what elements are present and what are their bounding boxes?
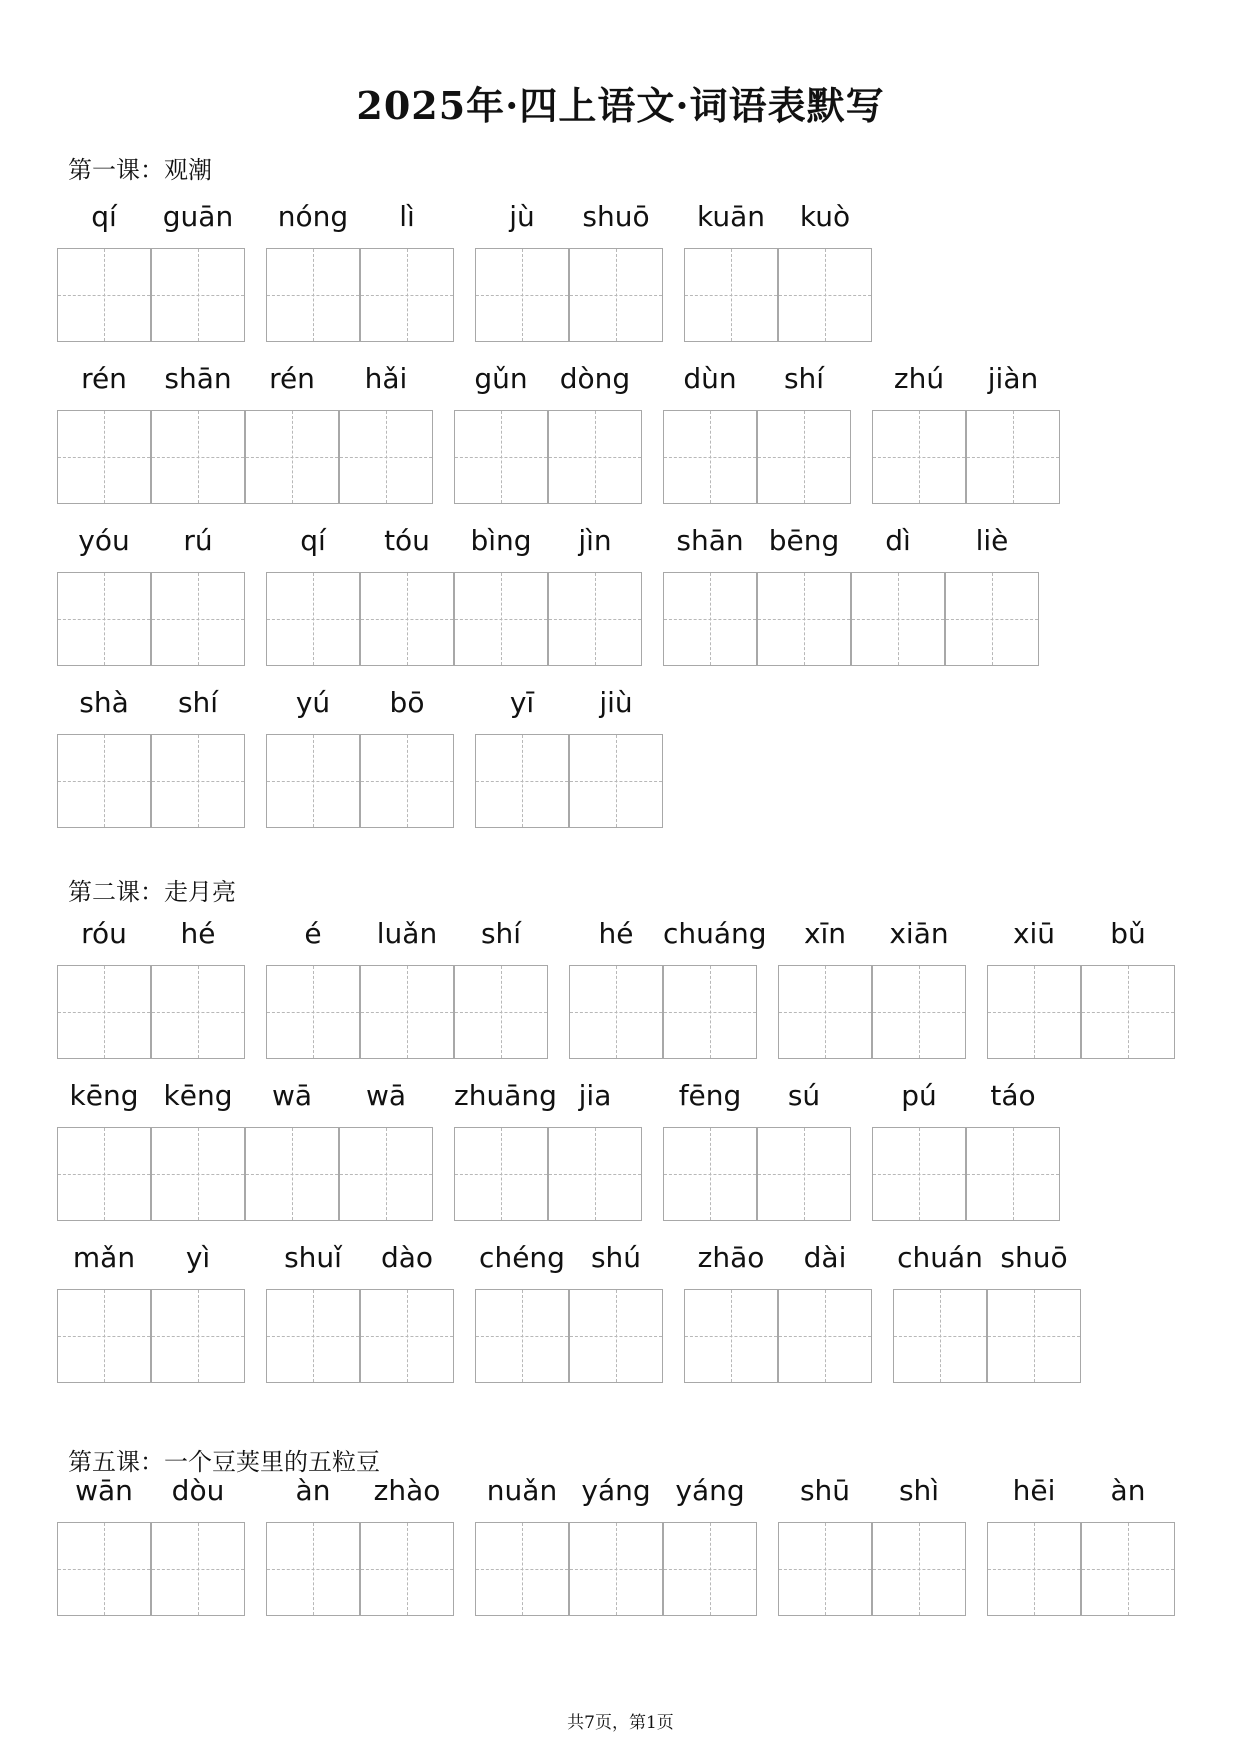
pinyin-label: shà xyxy=(79,686,129,719)
writing-cell[interactable] xyxy=(872,410,966,504)
word-group xyxy=(57,362,433,504)
writing-cell[interactable] xyxy=(360,1522,454,1616)
pinyin-label: yóu xyxy=(78,524,130,557)
pinyin-label: jiù xyxy=(599,686,633,719)
pinyin-label: wā xyxy=(365,1079,407,1112)
writing-cell[interactable] xyxy=(151,410,245,504)
writing-cell[interactable] xyxy=(851,572,945,666)
pinyin-label: é xyxy=(304,917,322,950)
pinyin-label: táo xyxy=(990,1079,1036,1112)
pinyin-label: xīn xyxy=(803,917,847,950)
word-group xyxy=(684,200,872,342)
pinyin-label: shí xyxy=(177,686,219,719)
word-group xyxy=(266,200,454,342)
writing-cell[interactable] xyxy=(266,1289,360,1383)
writing-cell[interactable] xyxy=(454,410,548,504)
pinyin-label: chuáng xyxy=(663,917,767,950)
pinyin-label: bēng xyxy=(768,524,840,557)
writing-cell[interactable] xyxy=(872,1127,966,1221)
pinyin-label: àn xyxy=(295,1474,331,1507)
pinyin-label: chuán xyxy=(897,1241,983,1274)
writing-cell[interactable] xyxy=(1081,965,1175,1059)
pinyin-label: guān xyxy=(162,200,234,233)
writing-cell[interactable] xyxy=(663,410,757,504)
writing-cell[interactable] xyxy=(757,572,851,666)
pinyin-label: rú xyxy=(183,524,213,557)
pinyin-label: shān xyxy=(676,524,744,557)
pinyin-label: lì xyxy=(399,200,415,233)
writing-cell[interactable] xyxy=(454,965,548,1059)
pinyin-label: tóu xyxy=(384,524,430,557)
writing-cell[interactable] xyxy=(454,1127,548,1221)
pinyin-label: bǔ xyxy=(1110,917,1146,950)
writing-cell[interactable] xyxy=(987,1522,1081,1616)
writing-cell[interactable] xyxy=(151,734,245,828)
writing-cell[interactable] xyxy=(151,965,245,1059)
writing-cell[interactable] xyxy=(57,965,151,1059)
pinyin-label: yī xyxy=(509,686,535,719)
writing-cell[interactable] xyxy=(266,734,360,828)
pinyin-label: shú xyxy=(590,1241,642,1274)
writing-cell[interactable] xyxy=(548,410,642,504)
writing-cell[interactable] xyxy=(663,1522,757,1616)
word-group xyxy=(454,362,642,504)
word-group xyxy=(778,1474,966,1616)
page-title: 2025年·四上语文·词语表默写 xyxy=(356,83,885,128)
lesson-title: 第二课：走月亮 xyxy=(68,878,236,906)
writing-cell[interactable] xyxy=(57,734,151,828)
word-group xyxy=(987,1474,1175,1616)
writing-cell[interactable] xyxy=(151,572,245,666)
pinyin-label: qí xyxy=(91,200,117,233)
pinyin-label: bìng xyxy=(470,524,532,557)
writing-cell[interactable] xyxy=(778,1289,872,1383)
pinyin-label: róu xyxy=(81,917,127,950)
pinyin-label: yì xyxy=(185,1241,211,1274)
word-group xyxy=(266,1241,454,1383)
writing-cell[interactable] xyxy=(360,248,454,342)
pinyin-label: jiàn xyxy=(987,362,1039,395)
pinyin-label: wān xyxy=(75,1474,133,1507)
word-group xyxy=(475,200,663,342)
lesson-title: 第五课：一个豆荚里的五粒豆 xyxy=(68,1448,380,1476)
writing-cell[interactable] xyxy=(151,1522,245,1616)
writing-cell[interactable] xyxy=(57,248,151,342)
pinyin-label: rén xyxy=(81,362,127,395)
word-group xyxy=(872,362,1060,504)
pinyin-label: jia xyxy=(578,1079,612,1112)
writing-cell[interactable] xyxy=(266,572,360,666)
writing-cell[interactable] xyxy=(360,734,454,828)
writing-cell[interactable] xyxy=(57,1289,151,1383)
writing-cell[interactable] xyxy=(569,965,663,1059)
writing-cell[interactable] xyxy=(778,1522,872,1616)
writing-cell[interactable] xyxy=(569,1289,663,1383)
pinyin-label: jù xyxy=(509,200,535,233)
page-footer: 共7页，第1页 xyxy=(567,1713,674,1733)
writing-cell[interactable] xyxy=(151,248,245,342)
word-group xyxy=(57,1079,433,1221)
word-group xyxy=(987,917,1175,1059)
writing-cell[interactable] xyxy=(360,572,454,666)
writing-cell[interactable] xyxy=(548,572,642,666)
writing-cell[interactable] xyxy=(1081,1522,1175,1616)
pinyin-label: hé xyxy=(180,917,216,950)
word-group xyxy=(57,1241,245,1383)
writing-cell[interactable] xyxy=(266,248,360,342)
writing-cell[interactable] xyxy=(778,965,872,1059)
writing-cell[interactable] xyxy=(663,1127,757,1221)
pinyin-label: àn xyxy=(1110,1474,1146,1507)
pinyin-label: shuǐ xyxy=(284,1241,342,1274)
pinyin-label: shí xyxy=(480,917,522,950)
pinyin-label: shān xyxy=(164,362,232,395)
pinyin-label: kuān xyxy=(696,200,765,233)
writing-cell[interactable] xyxy=(151,1127,245,1221)
writing-cell[interactable] xyxy=(245,1127,339,1221)
writing-cell[interactable] xyxy=(757,410,851,504)
word-group xyxy=(663,524,1039,666)
pinyin-label: bō xyxy=(389,686,425,719)
writing-cell[interactable] xyxy=(266,1522,360,1616)
writing-cell[interactable] xyxy=(569,1522,663,1616)
writing-cell[interactable] xyxy=(569,734,663,828)
pinyin-label: rén xyxy=(269,362,315,395)
pinyin-label: zhào xyxy=(373,1474,441,1507)
word-group xyxy=(663,1079,851,1221)
word-group xyxy=(57,200,245,342)
writing-cell[interactable] xyxy=(872,965,966,1059)
word-group xyxy=(663,362,851,504)
pinyin-label: hǎi xyxy=(364,362,408,395)
pinyin-label: fēng xyxy=(678,1079,742,1112)
word-group xyxy=(57,686,245,828)
word-group xyxy=(475,1474,757,1616)
writing-cell[interactable] xyxy=(778,248,872,342)
pinyin-label: shuō xyxy=(1000,1241,1068,1274)
pinyin-label: kuò xyxy=(799,200,851,233)
pinyin-label: liè xyxy=(975,524,1009,557)
pinyin-label: shuō xyxy=(582,200,650,233)
pinyin-label: dùn xyxy=(683,362,737,395)
word-group xyxy=(684,1241,872,1383)
word-group xyxy=(872,1079,1060,1221)
writing-cell[interactable] xyxy=(987,965,1081,1059)
writing-cell[interactable] xyxy=(987,1289,1081,1383)
pinyin-label: mǎn xyxy=(72,1241,136,1274)
word-group xyxy=(569,917,767,1059)
writing-cell[interactable] xyxy=(475,1522,569,1616)
word-group xyxy=(266,686,454,828)
writing-cell[interactable] xyxy=(663,965,757,1059)
writing-cell[interactable] xyxy=(360,1289,454,1383)
word-group xyxy=(266,917,548,1059)
word-group xyxy=(778,917,966,1059)
pinyin-label: yáng xyxy=(581,1474,651,1507)
writing-cell[interactable] xyxy=(475,734,569,828)
pinyin-label: yáng xyxy=(675,1474,745,1507)
writing-cell[interactable] xyxy=(339,410,433,504)
writing-cell[interactable] xyxy=(684,248,778,342)
writing-cell[interactable] xyxy=(872,1522,966,1616)
writing-cell[interactable] xyxy=(245,410,339,504)
word-group xyxy=(454,1079,642,1221)
writing-cell[interactable] xyxy=(966,1127,1060,1221)
writing-cell[interactable] xyxy=(893,1289,987,1383)
pinyin-label: jìn xyxy=(578,524,612,557)
pinyin-label: hé xyxy=(598,917,634,950)
writing-cell[interactable] xyxy=(57,572,151,666)
pinyin-label: nuǎn xyxy=(486,1474,558,1507)
word-group xyxy=(475,1241,663,1383)
writing-cell[interactable] xyxy=(57,1522,151,1616)
lesson-title: 第一课：观潮 xyxy=(68,156,212,184)
pinyin-label: wā xyxy=(271,1079,313,1112)
pinyin-label: dài xyxy=(803,1241,847,1274)
writing-cell[interactable] xyxy=(339,1127,433,1221)
word-group xyxy=(475,686,663,828)
pinyin-label: dào xyxy=(380,1241,434,1274)
pinyin-label: dì xyxy=(885,524,911,557)
writing-cell[interactable] xyxy=(151,1289,245,1383)
writing-cell[interactable] xyxy=(663,572,757,666)
writing-cell[interactable] xyxy=(548,1127,642,1221)
pinyin-label: xiū xyxy=(1012,917,1056,950)
word-group xyxy=(893,1241,1081,1383)
pinyin-label: kēng xyxy=(163,1079,233,1112)
word-group xyxy=(57,1474,245,1616)
word-group xyxy=(57,917,245,1059)
pinyin-label: yú xyxy=(295,686,331,719)
writing-cell[interactable] xyxy=(569,248,663,342)
pinyin-label: hēi xyxy=(1012,1474,1056,1507)
pinyin-label: zhú xyxy=(893,362,945,395)
pinyin-label: chéng xyxy=(479,1241,565,1274)
pinyin-label: dòu xyxy=(171,1474,225,1507)
word-group xyxy=(266,1474,454,1616)
pinyin-label: shū xyxy=(799,1474,851,1507)
writing-cell[interactable] xyxy=(757,1127,851,1221)
pinyin-label: zhāo xyxy=(697,1241,765,1274)
writing-cell[interactable] xyxy=(57,1127,151,1221)
pinyin-label: luǎn xyxy=(376,917,438,950)
pinyin-label: kēng xyxy=(69,1079,139,1112)
writing-cell[interactable] xyxy=(945,572,1039,666)
writing-cell[interactable] xyxy=(266,965,360,1059)
writing-cell[interactable] xyxy=(684,1289,778,1383)
word-group xyxy=(57,524,245,666)
pinyin-label: gǔn xyxy=(474,362,528,395)
writing-cell[interactable] xyxy=(475,248,569,342)
writing-cell[interactable] xyxy=(454,572,548,666)
word-group xyxy=(266,524,642,666)
writing-cell[interactable] xyxy=(360,965,454,1059)
writing-cell[interactable] xyxy=(966,410,1060,504)
writing-cell[interactable] xyxy=(475,1289,569,1383)
pinyin-label: shí xyxy=(783,362,825,395)
pinyin-label: zhuāng xyxy=(454,1079,557,1112)
pinyin-label: shì xyxy=(898,1474,940,1507)
pinyin-label: pú xyxy=(901,1079,937,1112)
pinyin-label: xiān xyxy=(889,917,949,950)
pinyin-label: nóng xyxy=(277,200,349,233)
pinyin-label: qí xyxy=(300,524,326,557)
pinyin-label: dòng xyxy=(559,362,631,395)
pinyin-label: sú xyxy=(787,1079,821,1112)
writing-cell[interactable] xyxy=(57,410,151,504)
